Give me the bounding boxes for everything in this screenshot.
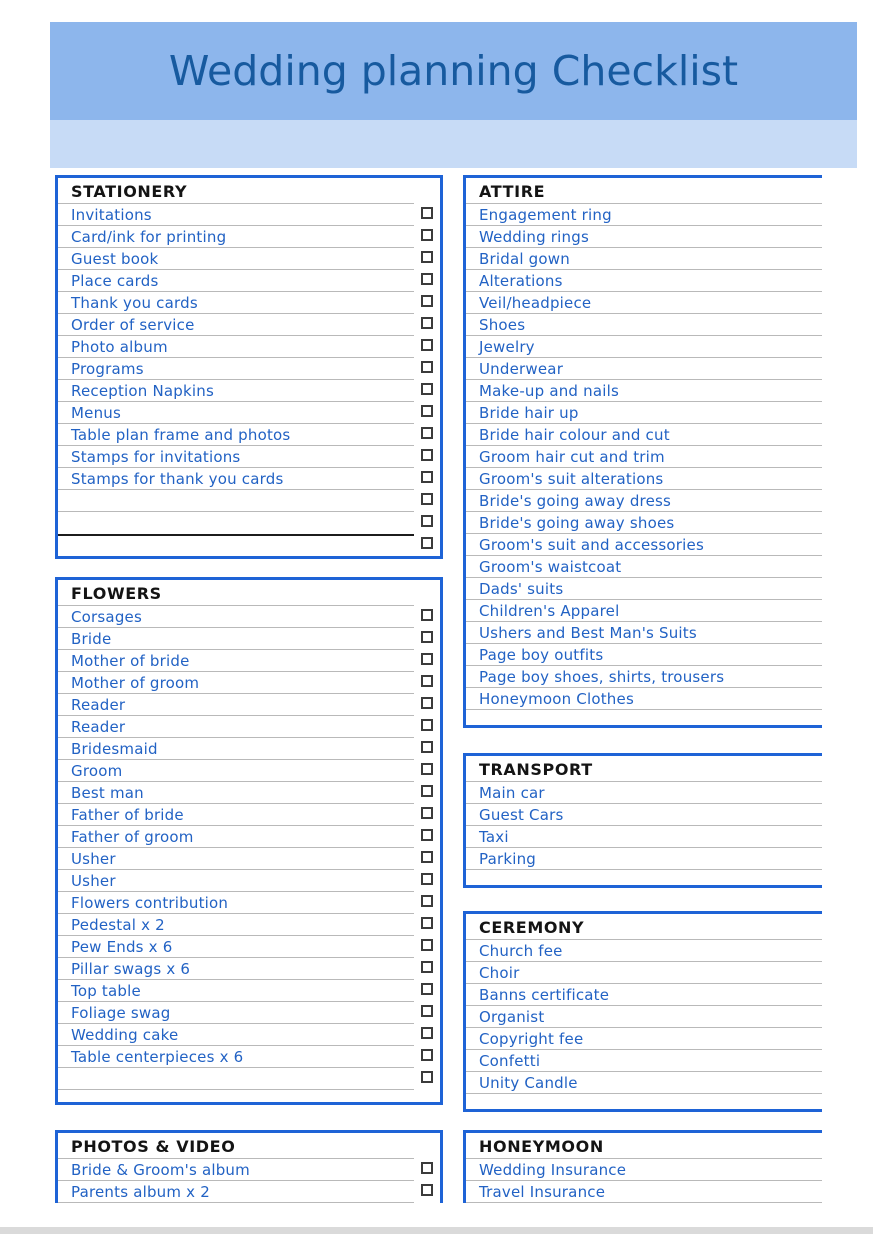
row-reception-napkins (58, 380, 440, 402)
row-bridesmaid (58, 738, 440, 760)
item-checkbox[interactable] (421, 1049, 433, 1061)
item-checkbox[interactable] (421, 1162, 433, 1174)
item-label: Wedding Insurance (479, 1161, 627, 1179)
item-label: Groom's waistcoat (479, 558, 622, 576)
item-checkbox[interactable] (421, 807, 433, 819)
section-title-attire: ATTIRE (466, 178, 822, 204)
item-checkbox[interactable] (421, 317, 433, 329)
row-reader (58, 716, 440, 738)
row-table-plan-frame-and-photos (58, 424, 440, 446)
section-photos-video (55, 1130, 443, 1203)
row-pew-ends-x-6 (58, 936, 440, 958)
row-page-boy-shoes-shirts-trousers (466, 666, 822, 688)
row-programs (58, 358, 440, 380)
item-label: Travel Insurance (479, 1183, 606, 1201)
item-checkbox[interactable] (421, 763, 433, 775)
item-checkbox[interactable] (421, 229, 433, 241)
item-label: Choir (479, 964, 520, 982)
item-checkbox[interactable] (421, 873, 433, 885)
item-label: Bride & Groom's album (71, 1161, 250, 1179)
section-title-photos-video: PHOTOS & VIDEO (58, 1133, 440, 1159)
item-checkbox[interactable] (421, 273, 433, 285)
row-empty (58, 490, 440, 512)
item-label: Mother of groom (71, 674, 200, 692)
item-label: Bride hair up (479, 404, 579, 422)
row-guest-cars (466, 804, 822, 826)
item-label: Table plan frame and photos (71, 426, 291, 444)
row-jewelry (466, 336, 822, 358)
section-flowers (55, 577, 443, 1105)
row-top-table (58, 980, 440, 1002)
row-honeymoon-clothes (466, 688, 822, 710)
section-ceremony (463, 911, 822, 1112)
item-label: Wedding cake (71, 1026, 179, 1044)
item-label: Order of service (71, 316, 195, 334)
item-label: Confetti (479, 1052, 541, 1070)
item-label: Organist (479, 1008, 545, 1026)
row-menus (58, 402, 440, 424)
row-mother-of-bride (58, 650, 440, 672)
row-empty (58, 1090, 440, 1102)
item-label: Honeymoon Clothes (479, 690, 634, 708)
row-guest-book (58, 248, 440, 270)
row-place-cards (58, 270, 440, 292)
item-checkbox[interactable] (421, 493, 433, 505)
item-checkbox[interactable] (421, 207, 433, 219)
section-honeymoon (463, 1130, 822, 1203)
row-stamps-for-invitations (58, 446, 440, 468)
row-wedding-rings (466, 226, 822, 248)
item-checkbox[interactable] (421, 675, 433, 687)
item-checkbox[interactable] (421, 895, 433, 907)
row-copyright-fee (466, 1028, 822, 1050)
row-organist (466, 1006, 822, 1028)
item-checkbox[interactable] (421, 983, 433, 995)
row-taxi (466, 826, 822, 848)
item-label: Page boy outfits (479, 646, 604, 664)
item-label: Alterations (479, 272, 563, 290)
item-label: Dads' suits (479, 580, 564, 598)
row-groom-s-suit-and-accessories (466, 534, 822, 556)
row-empty (58, 512, 440, 534)
page-title: Wedding planning Checklist (168, 47, 739, 95)
item-checkbox[interactable] (421, 609, 433, 621)
item-label: Programs (71, 360, 144, 378)
row-pedestal-x-2 (58, 914, 440, 936)
row-travel-insurance (466, 1181, 822, 1203)
row-parents-album-x-2 (58, 1181, 440, 1203)
row-bridal-gown (466, 248, 822, 270)
item-label: Invitations (71, 206, 152, 224)
item-label: Engagement ring (479, 206, 612, 224)
item-checkbox[interactable] (421, 427, 433, 439)
item-checkbox[interactable] (421, 785, 433, 797)
row-pillar-swags-x-6 (58, 958, 440, 980)
row-empty (466, 1094, 822, 1109)
item-checkbox[interactable] (421, 515, 433, 527)
row-children-s-apparel (466, 600, 822, 622)
row-engagement-ring (466, 204, 822, 226)
row-groom-s-waistcoat (466, 556, 822, 578)
item-label: Usher (71, 872, 116, 890)
item-checkbox[interactable] (421, 449, 433, 461)
item-label: Flowers contribution (71, 894, 229, 912)
item-checkbox[interactable] (421, 939, 433, 951)
section-stationery (55, 175, 443, 559)
item-label: Groom (71, 762, 123, 780)
item-label: Card/ink for printing (71, 228, 227, 246)
row-empty (58, 1068, 440, 1090)
item-label: Bride (71, 630, 112, 648)
row-groom-s-suit-alterations (466, 468, 822, 490)
section-title-transport: TRANSPORT (466, 756, 822, 782)
row-wedding-insurance (466, 1159, 822, 1181)
item-label: Thank you cards (71, 294, 198, 312)
row-main-car (466, 782, 822, 804)
item-label: Pedestal x 2 (71, 916, 165, 934)
row-stamps-for-thank-you-cards (58, 468, 440, 490)
row-shoes (466, 314, 822, 336)
row-choir (466, 962, 822, 984)
item-checkbox[interactable] (421, 1184, 433, 1196)
item-label: Banns certificate (479, 986, 610, 1004)
section-title-flowers: FLOWERS (58, 580, 440, 606)
item-label: Make-up and nails (479, 382, 619, 400)
item-label: Veil/headpiece (479, 294, 592, 312)
item-checkbox[interactable] (421, 383, 433, 395)
item-checkbox[interactable] (421, 471, 433, 483)
item-label: Bridal gown (479, 250, 570, 268)
row-invitations (58, 204, 440, 226)
row-reader (58, 694, 440, 716)
row-card-ink-for-printing (58, 226, 440, 248)
item-checkbox[interactable] (421, 917, 433, 929)
item-label: Corsages (71, 608, 142, 626)
row-order-of-service (58, 314, 440, 336)
item-checkbox[interactable] (421, 339, 433, 351)
item-label: Guest Cars (479, 806, 564, 824)
item-label: Stamps for thank you cards (71, 470, 284, 488)
row-confetti (466, 1050, 822, 1072)
item-checkbox[interactable] (421, 961, 433, 973)
row-foliage-swag (58, 1002, 440, 1024)
row-empty (466, 870, 822, 885)
item-checkbox[interactable] (421, 851, 433, 863)
item-label: Parking (479, 850, 537, 868)
row-empty (58, 534, 440, 556)
item-label: Bride's going away dress (479, 492, 672, 510)
item-label: Main car (479, 784, 545, 802)
item-label: Father of bride (71, 806, 184, 824)
item-label: Top table (71, 982, 141, 1000)
row-dads-suits (466, 578, 822, 600)
item-label: Groom hair cut and trim (479, 448, 665, 466)
row-alterations (466, 270, 822, 292)
row-parking (466, 848, 822, 870)
page-edge-strip (0, 1227, 873, 1234)
item-label: Reader (71, 696, 126, 714)
section-title-stationery: STATIONERY (58, 178, 440, 204)
item-label: Ushers and Best Man's Suits (479, 624, 697, 642)
item-label: Reception Napkins (71, 382, 214, 400)
item-checkbox[interactable] (421, 1027, 433, 1039)
right-column (463, 0, 822, 1234)
item-label: Father of groom (71, 828, 194, 846)
section-attire (463, 175, 822, 728)
item-checkbox[interactable] (421, 719, 433, 731)
row-church-fee (466, 940, 822, 962)
item-checkbox[interactable] (421, 1071, 433, 1083)
item-label: Usher (71, 850, 116, 868)
row-thank-you-cards (58, 292, 440, 314)
item-checkbox[interactable] (421, 251, 433, 263)
item-checkbox[interactable] (421, 1005, 433, 1017)
row-best-man (58, 782, 440, 804)
item-checkbox[interactable] (421, 741, 433, 753)
row-make-up-and-nails (466, 380, 822, 402)
row-groom (58, 760, 440, 782)
row-unity-candle (466, 1072, 822, 1094)
item-checkbox[interactable] (421, 361, 433, 373)
item-label: Table centerpieces x 6 (71, 1048, 244, 1066)
item-label: Bridesmaid (71, 740, 158, 758)
row-veil-headpiece (466, 292, 822, 314)
dark-divider-line (58, 534, 414, 536)
item-label: Church fee (479, 942, 563, 960)
item-label: Jewelry (479, 338, 535, 356)
item-label: Best man (71, 784, 144, 802)
item-checkbox[interactable] (421, 829, 433, 841)
row-flowers-contribution (58, 892, 440, 914)
item-label: Underwear (479, 360, 564, 378)
section-transport (463, 753, 822, 888)
row-banns-certificate (466, 984, 822, 1006)
row-wedding-cake (58, 1024, 440, 1046)
item-label: Copyright fee (479, 1030, 584, 1048)
row-corsages (58, 606, 440, 628)
row-ushers-and-best-man-s-suits (466, 622, 822, 644)
item-label: Reader (71, 718, 126, 736)
row-underwear (466, 358, 822, 380)
section-title-honeymoon: HONEYMOON (466, 1133, 822, 1159)
left-column (55, 0, 443, 1234)
row-page-boy-outfits (466, 644, 822, 666)
row-mother-of-groom (58, 672, 440, 694)
item-label: Groom's suit and accessories (479, 536, 704, 554)
row-bride-s-going-away-dress (466, 490, 822, 512)
item-label: Bride hair colour and cut (479, 426, 670, 444)
item-label: Place cards (71, 272, 159, 290)
row-photo-album (58, 336, 440, 358)
item-label: Photo album (71, 338, 168, 356)
item-label: Wedding rings (479, 228, 589, 246)
item-label: Page boy shoes, shirts, trousers (479, 668, 725, 686)
item-label: Children's Apparel (479, 602, 620, 620)
item-label: Foliage swag (71, 1004, 171, 1022)
item-label: Taxi (479, 828, 509, 846)
item-label: Pew Ends x 6 (71, 938, 173, 956)
item-label: Shoes (479, 316, 526, 334)
item-label: Menus (71, 404, 121, 422)
item-checkbox[interactable] (421, 653, 433, 665)
item-checkbox[interactable] (421, 631, 433, 643)
row-bride-hair-colour-and-cut (466, 424, 822, 446)
item-checkbox[interactable] (421, 697, 433, 709)
row-usher (58, 848, 440, 870)
item-label: Bride's going away shoes (479, 514, 675, 532)
item-label: Guest book (71, 250, 159, 268)
row-bride-s-going-away-shoes (466, 512, 822, 534)
item-label: Mother of bride (71, 652, 190, 670)
item-label: Unity Candle (479, 1074, 578, 1092)
item-checkbox[interactable] (421, 537, 433, 549)
item-label: Stamps for invitations (71, 448, 241, 466)
row-father-of-groom (58, 826, 440, 848)
item-label: Parents album x 2 (71, 1183, 210, 1201)
section-title-ceremony: CEREMONY (466, 914, 822, 940)
item-checkbox[interactable] (421, 405, 433, 417)
row-bride-groom-s-album (58, 1159, 440, 1181)
row-father-of-bride (58, 804, 440, 826)
row-bride (58, 628, 440, 650)
row-groom-hair-cut-and-trim (466, 446, 822, 468)
row-usher (58, 870, 440, 892)
item-label: Pillar swags x 6 (71, 960, 191, 978)
row-bride-hair-up (466, 402, 822, 424)
item-checkbox[interactable] (421, 295, 433, 307)
row-empty (466, 710, 822, 725)
item-label: Groom's suit alterations (479, 470, 664, 488)
row-table-centerpieces-x-6 (58, 1046, 440, 1068)
